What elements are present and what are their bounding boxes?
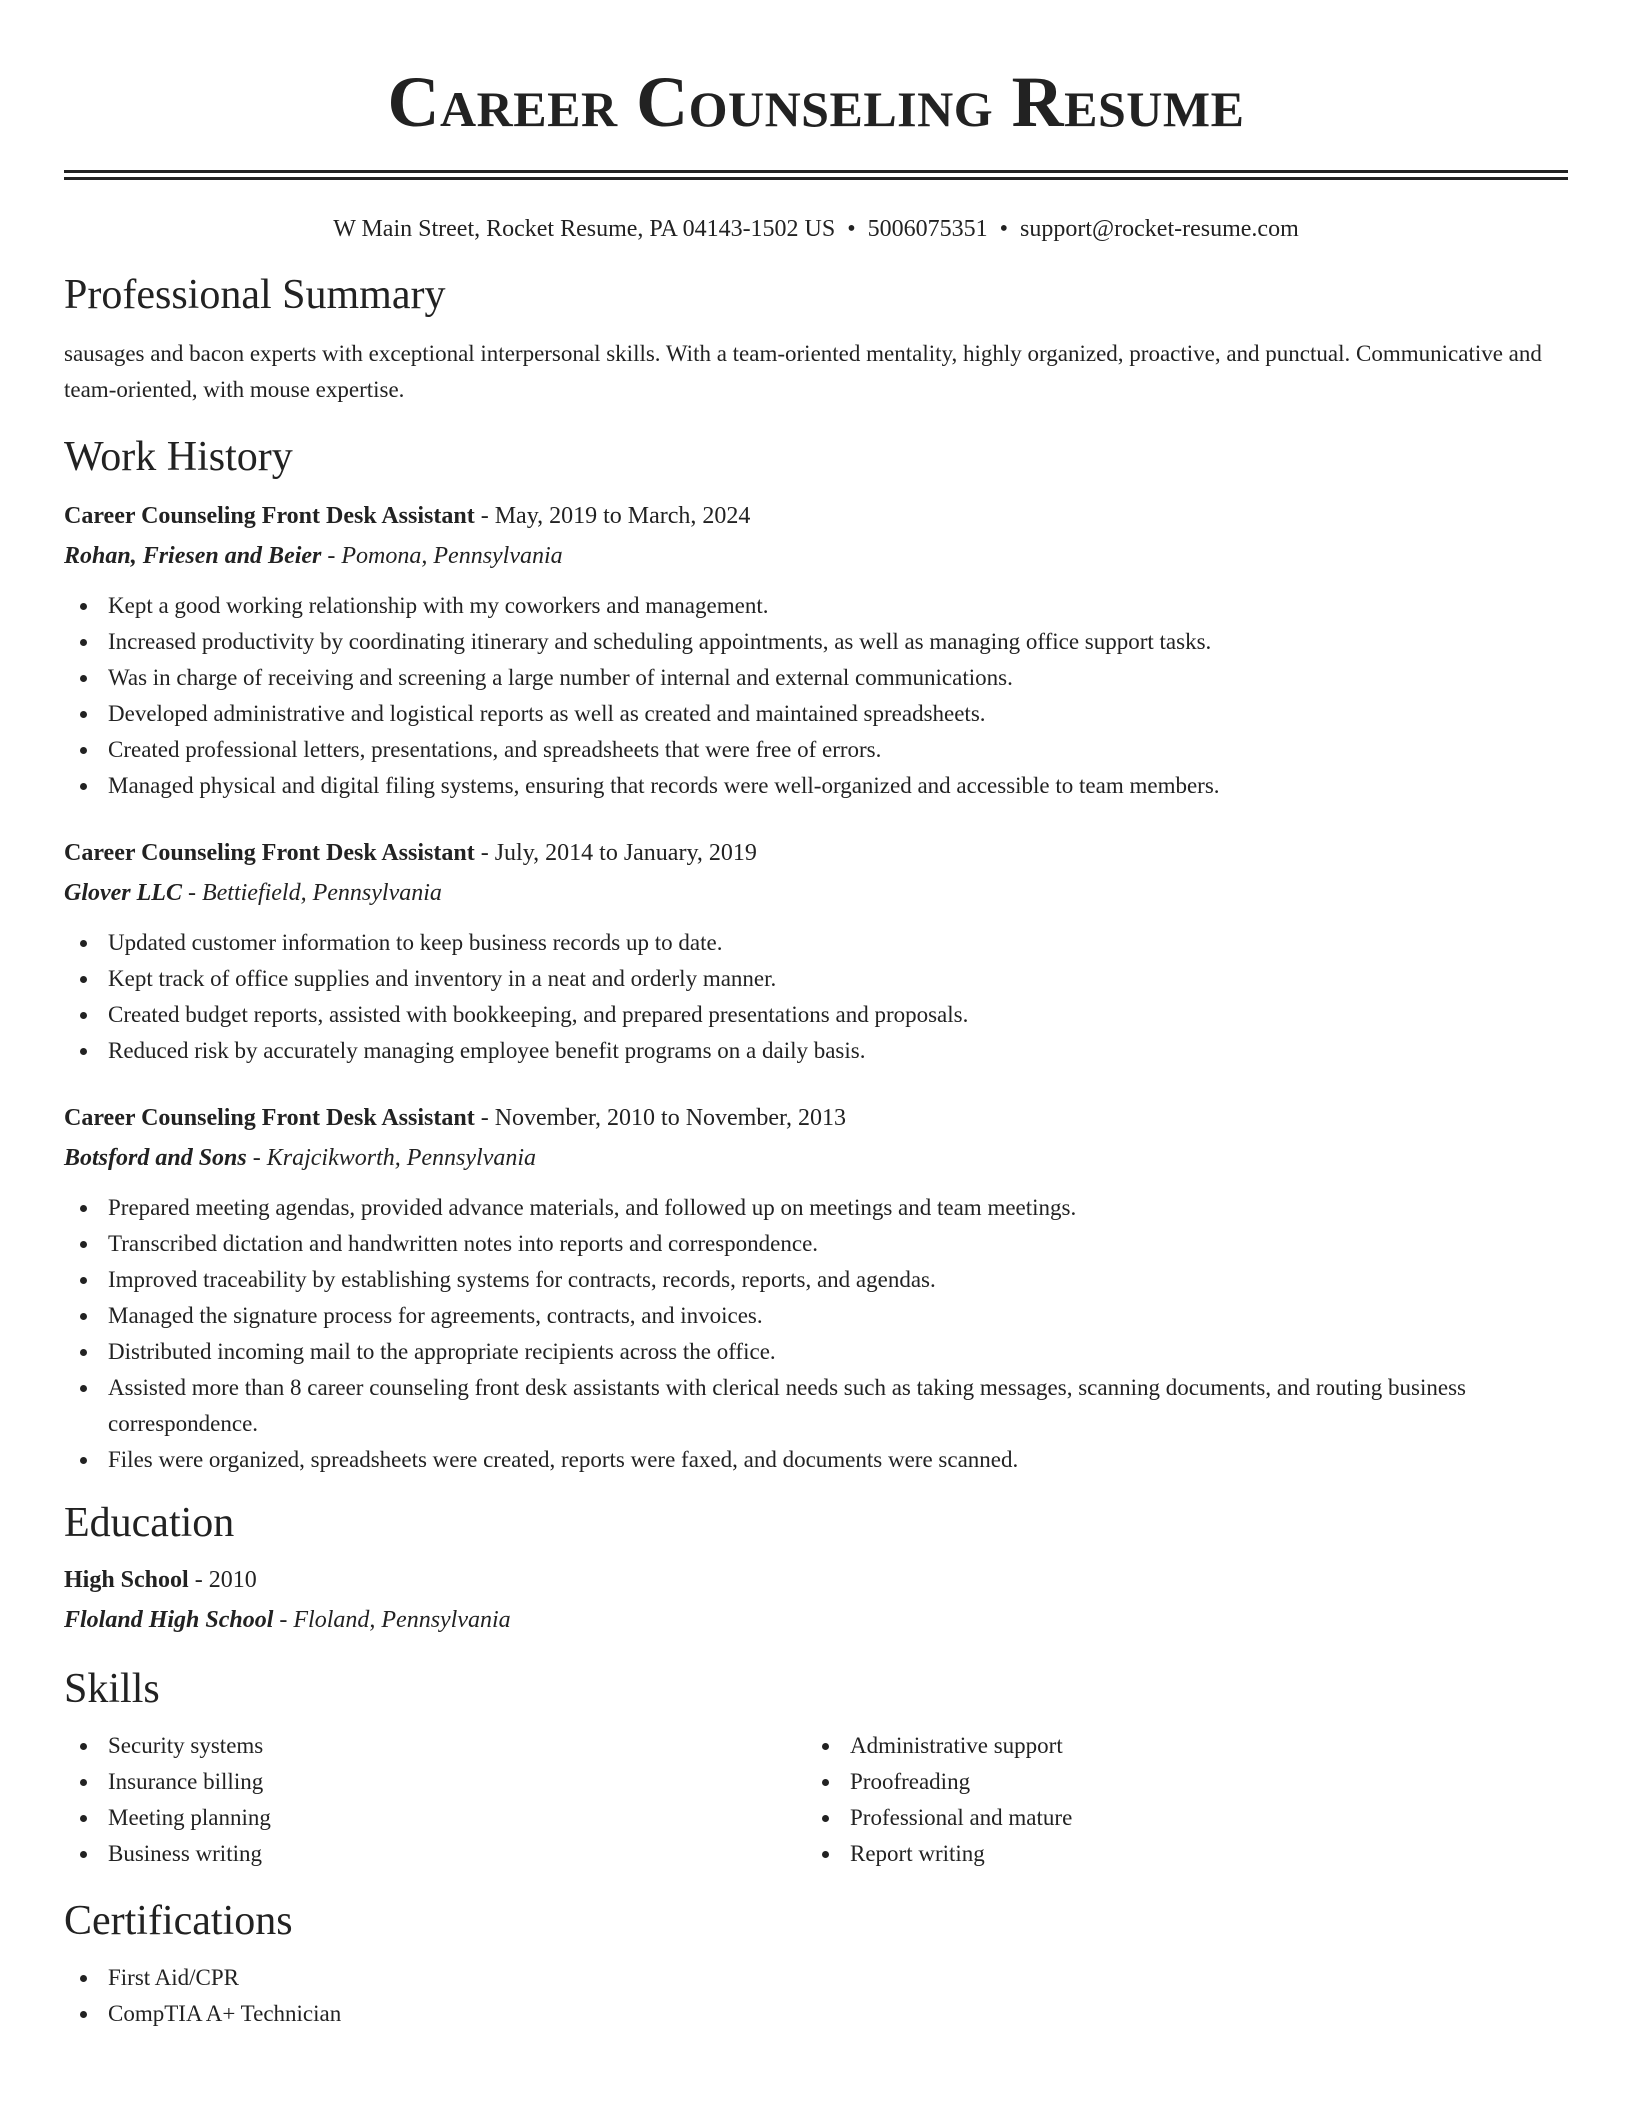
- list-item: Assisted more than 8 career counseling front desk assistants with clerical needs such as taking messages, scanning documents, and routing business correspondence.: [64, 1370, 1568, 1442]
- education-heading: Education: [64, 1500, 235, 1546]
- skills-section: [64, 1664, 1568, 1872]
- skills-grid: [64, 1728, 1568, 1872]
- summary-section: [64, 270, 1568, 408]
- summary-heading: Professional Summary: [64, 272, 446, 318]
- certifications-section: [64, 1896, 1568, 2032]
- summary-text: sausages and bacon experts with exceptional interpersonal skills. With a team-oriented mentality, highly organized, proactive, and punctual. Communicative and team-oriented, with mouse expertise.: [64, 341, 1542, 402]
- list-item: Developed administrative and logistical reports as well as created and maintained spreadsheets.: [64, 696, 1568, 732]
- skill-item: Security systems: [64, 1728, 806, 1764]
- skills-list-right: [806, 1728, 1548, 1872]
- job-company-line: [64, 1138, 1568, 1178]
- contact-phone[interactable]: 5006075351: [867, 216, 988, 242]
- job-entry: [64, 1098, 1568, 1478]
- job-title: Career Counseling Front Desk Assistant: [64, 840, 475, 866]
- list-item: Files were organized, spreadsheets were created, reports were faxed, and documents were scanned.: [64, 1442, 1568, 1478]
- job-title: Career Counseling Front Desk Assistant: [64, 1105, 475, 1131]
- certification-item: First Aid/CPR: [64, 1960, 1568, 1996]
- contact-separator: •: [847, 216, 856, 242]
- list-item: Created professional letters, presentations, and spreadsheets that were free of errors.: [64, 732, 1568, 768]
- job-company-line: [64, 536, 1568, 576]
- job-bullets: [64, 1190, 1568, 1478]
- contact-line: [64, 214, 1568, 244]
- list-item: Updated customer information to keep business records up to date.: [64, 925, 1568, 961]
- skill-item: Administrative support: [806, 1728, 1548, 1764]
- job-dates: - May, 2019 to March, 2024: [480, 503, 751, 529]
- skill-item: Professional and mature: [806, 1800, 1548, 1836]
- job-title-line: [64, 833, 1568, 873]
- education-degree-line: [64, 1560, 1568, 1600]
- list-item: Managed the signature process for agreements, contracts, and invoices.: [64, 1298, 1568, 1334]
- contact-address: W Main Street, Rocket Resume, PA 04143-1502 US: [333, 216, 836, 242]
- job-title-line: [64, 496, 1568, 536]
- skill-item: Report writing: [806, 1836, 1548, 1872]
- list-item: Kept track of office supplies and inventory in a neat and orderly manner.: [64, 961, 1568, 997]
- education-school-line: [64, 1600, 1568, 1640]
- education-location: - Floland, Pennsylvania: [279, 1607, 511, 1633]
- list-item: Prepared meeting agendas, provided advance materials, and followed up on meetings and team meetings.: [64, 1190, 1568, 1226]
- job-bullets: [64, 588, 1568, 804]
- skills-heading: Skills: [64, 1666, 160, 1712]
- education-section: [64, 1498, 1568, 1640]
- list-item: Kept a good working relationship with my coworkers and management.: [64, 588, 1568, 624]
- job-company-line: [64, 873, 1568, 913]
- job-dates: - July, 2014 to January, 2019: [480, 840, 757, 866]
- certifications-heading: Certifications: [64, 1898, 293, 1944]
- job-location: - Krajcikworth, Pennsylvania: [252, 1145, 537, 1171]
- job-title-line: [64, 1098, 1568, 1138]
- job-bullets: [64, 925, 1568, 1069]
- skill-item: Insurance billing: [64, 1764, 806, 1800]
- resume-title: Career Counseling Resume: [387, 62, 1245, 142]
- education-school: Floland High School: [64, 1607, 274, 1633]
- list-item: Improved traceability by establishing systems for contracts, records, reports, and agendas.: [64, 1262, 1568, 1298]
- skill-item: Proofreading: [806, 1764, 1548, 1800]
- work-history-heading: Work History: [64, 434, 293, 480]
- job-company: Botsford and Sons: [64, 1145, 247, 1171]
- certification-item: CompTIA A+ Technician: [64, 1996, 1568, 2032]
- list-item: Reduced risk by accurately managing employee benefit programs on a daily basis.: [64, 1033, 1568, 1069]
- education-degree: High School: [64, 1567, 189, 1593]
- list-item: Distributed incoming mail to the appropriate recipients across the office.: [64, 1334, 1568, 1370]
- skills-list-left: [64, 1728, 806, 1872]
- list-item: Increased productivity by coordinating itinerary and scheduling appointments, as well as managing office support tasks.: [64, 624, 1568, 660]
- header-double-rule: [64, 170, 1568, 180]
- certifications-list: [64, 1960, 1568, 2032]
- skill-item: Business writing: [64, 1836, 806, 1872]
- list-item: Transcribed dictation and handwritten notes into reports and correspondence.: [64, 1226, 1568, 1262]
- work-history-section: [64, 432, 1568, 1478]
- job-dates: - November, 2010 to November, 2013: [480, 1105, 847, 1131]
- list-item: Created budget reports, assisted with bookkeeping, and prepared presentations and proposals.: [64, 997, 1568, 1033]
- contact-email[interactable]: support@rocket-resume.com: [1020, 216, 1299, 242]
- job-entry: [64, 833, 1568, 1069]
- job-title: Career Counseling Front Desk Assistant: [64, 503, 475, 529]
- list-item: Managed physical and digital filing systems, ensuring that records were well-organized and accessible to team members.: [64, 768, 1568, 804]
- job-location: - Pomona, Pennsylvania: [327, 543, 563, 569]
- job-entry: [64, 496, 1568, 804]
- contact-separator: •: [999, 216, 1009, 242]
- skill-item: Meeting planning: [64, 1800, 806, 1836]
- job-company: Glover LLC: [64, 880, 182, 906]
- list-item: Was in charge of receiving and screening a large number of internal and external communications.: [64, 660, 1568, 696]
- education-year: - 2010: [194, 1567, 257, 1593]
- job-company: Rohan, Friesen and Beier: [64, 543, 322, 569]
- job-location: - Bettiefield, Pennsylvania: [187, 880, 442, 906]
